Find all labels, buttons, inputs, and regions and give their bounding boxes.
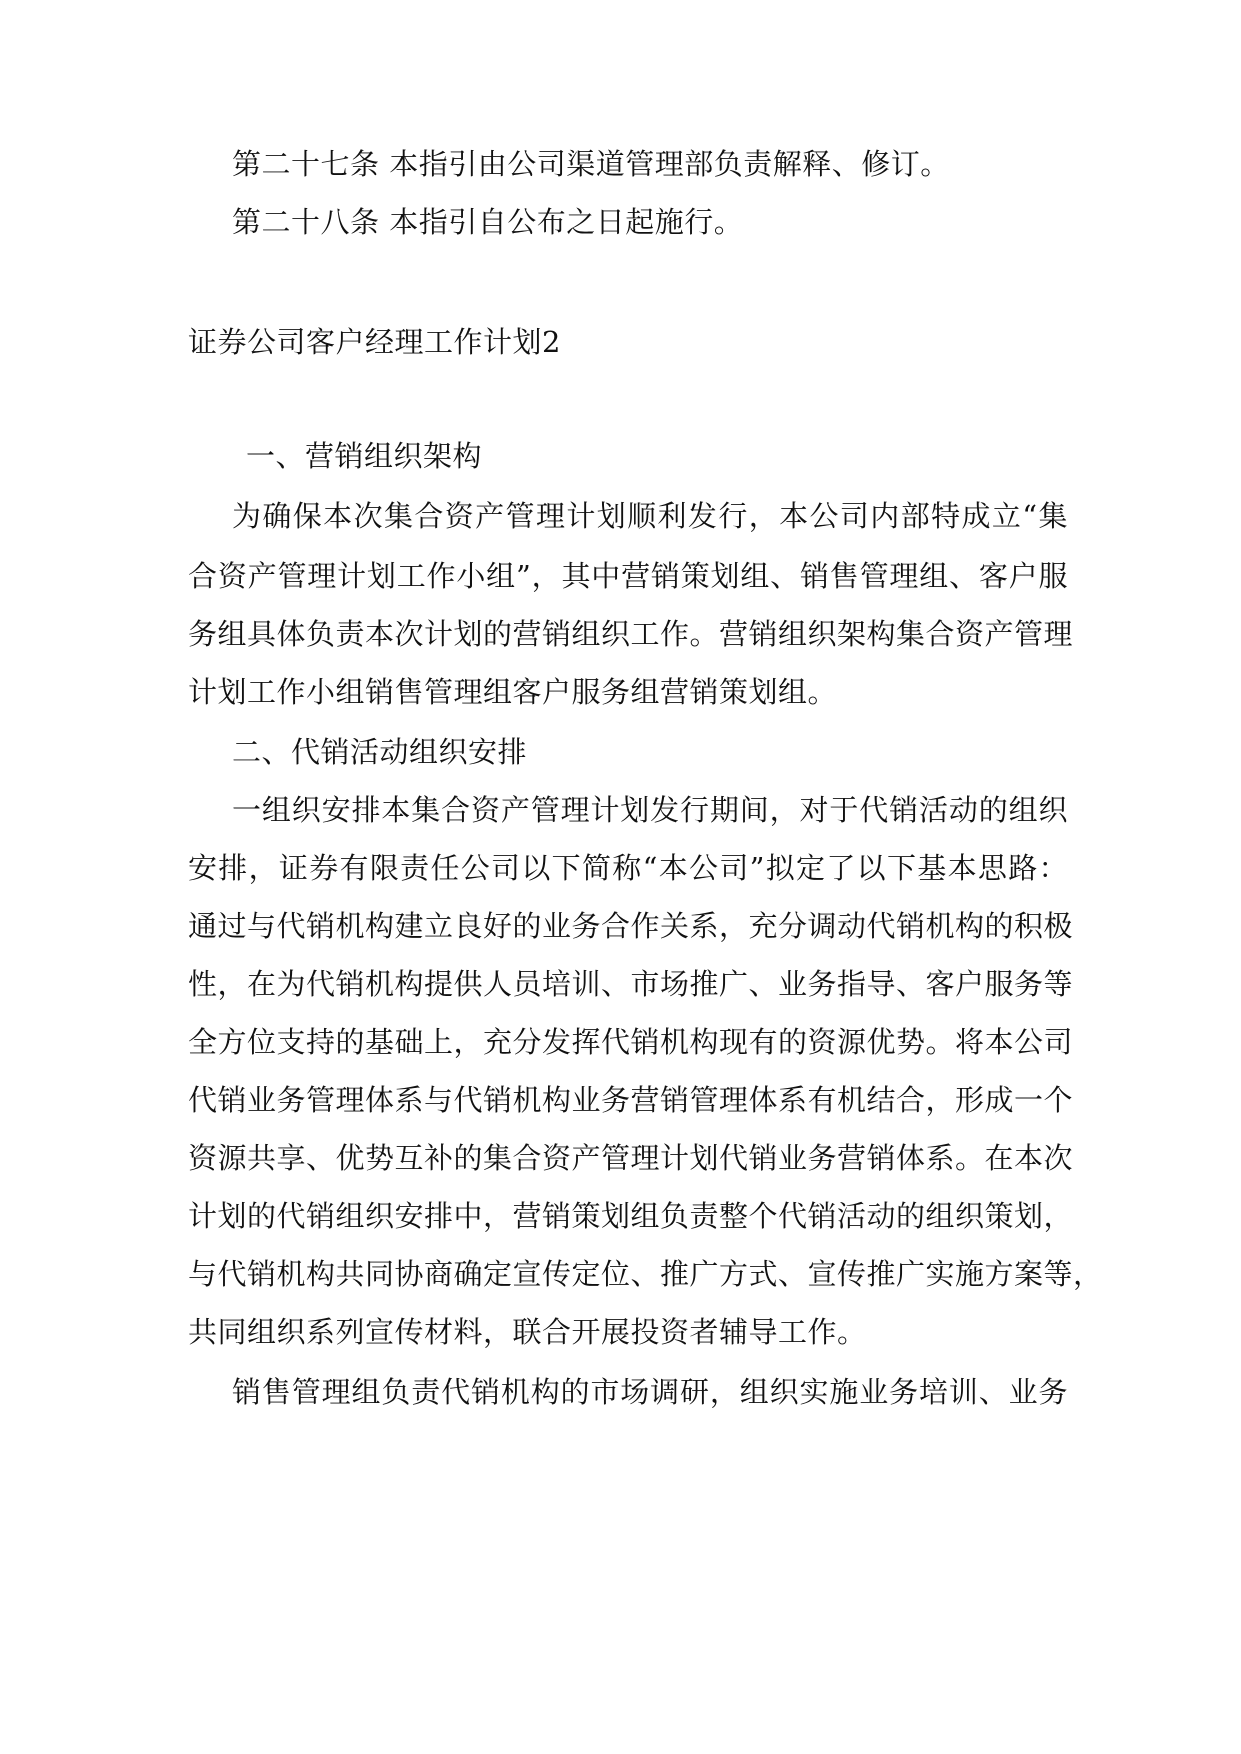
paragraph-line: 代销业务管理体系与代销机构业务营销管理体系有机结合，形成一个 xyxy=(188,1083,1074,1117)
paragraph-line: 安排，证券有限责任公司以下简称“本公司”拟定了以下基本思路： xyxy=(188,851,1068,885)
paragraph-line: 一组织安排本集合资产管理计划发行期间，对于代销活动的组织 xyxy=(232,793,1068,827)
paragraph-line: 务组具体负责本次计划的营销组织工作。营销组织架构集合资产管理 xyxy=(188,617,1074,651)
paragraph-line: 销售管理组负责代销机构的市场调研，组织实施业务培训、业务 xyxy=(232,1375,1068,1409)
paragraph-line: 合资产管理计划工作小组”，其中营销策划组、销售管理组、客户服 xyxy=(188,559,1068,593)
paragraph-line: 性，在为代销机构提供人员培训、市场推广、业务指导、客户服务等 xyxy=(188,967,1074,1001)
paragraph-line: 计划工作小组销售管理组客户服务组营销策划组。 xyxy=(188,675,838,709)
section-2-heading: 二、代销活动组织安排 xyxy=(232,735,528,769)
paragraph-line: 计划的代销组织安排中，营销策划组负责整个代销活动的组织策划， xyxy=(188,1199,1074,1233)
document-title: 证券公司客户经理工作计划2 xyxy=(188,325,561,359)
paragraph-line: 通过与代销机构建立良好的业务合作关系，充分调动代销机构的积极 xyxy=(188,909,1074,943)
section-1-heading: 一、营销组织架构 xyxy=(246,439,483,473)
article-27-text: 第二十七条 本指引由公司渠道管理部负责解释、修订。 xyxy=(232,147,950,181)
paragraph-line: 共同组织系列宣传材料，联合开展投资者辅导工作。 xyxy=(188,1315,867,1349)
paragraph-line: 为确保本次集合资产管理计划顺利发行，本公司内部特成立“集 xyxy=(232,499,1068,533)
article-28-text: 第二十八条 本指引自公布之日起施行。 xyxy=(232,205,744,239)
paragraph-line: 全方位支持的基础上，充分发挥代销机构现有的资源优势。将本公司 xyxy=(188,1025,1074,1059)
paragraph-line: 资源共享、优势互补的集合资产管理计划代销业务营销体系。在本次 xyxy=(188,1141,1074,1175)
paragraph-line: 与代销机构共同协商确定宣传定位、推广方式、宣传推广实施方案等， xyxy=(188,1257,1103,1291)
